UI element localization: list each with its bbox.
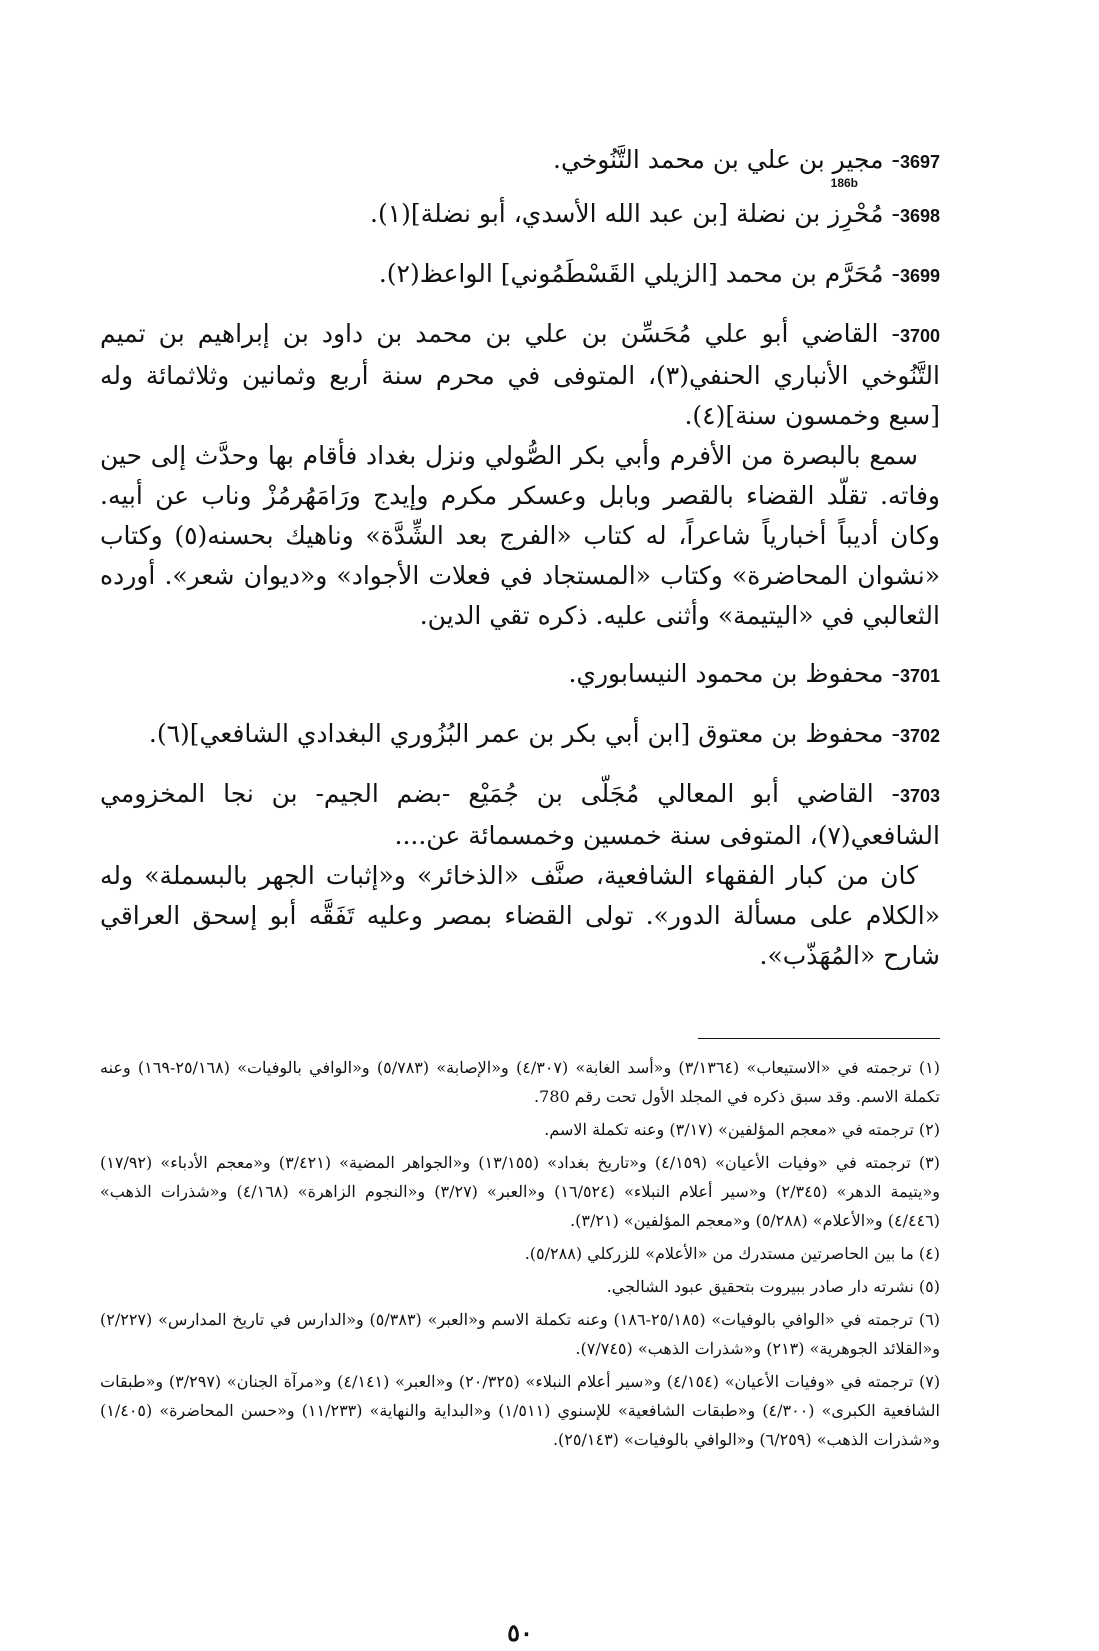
footnote: (٢) ترجمته في «معجم المؤلفين» (٣/١٧) وعنه تكملة الاسم. [544, 1120, 940, 1139]
footnote: (٥) نشرته دار صادر ببيروت بتحقيق عبود الشالجي. [606, 1277, 940, 1296]
entry-text: - مجير بن علي بن محمد التَّنُوخي. [553, 145, 900, 174]
footnote: (٣) ترجمته في «وفيات الأعيان» (٤/١٥٩) و«تاريخ بغداد» (١٣/١٥٥) و«الجواهر المضية» (٣/٤٢١) و«معجم الأدباء» (١٧/٩٢) و«يتيمة الدهر» (٢/٣٤٥) و«سير أعلام النبلاء» (١٦/٥٢٤) و«العبر» (٣/٢٧) و«النجوم الزاهرة» (٤/١٦٨) و«شذرات الذهب» (٤/٤٤٦) و«الأعلام» (٥/٢٨٨) و«معجم المؤلفين» (٣/٢١). [100, 1153, 941, 1230]
entry-number: 3703 [899, 786, 940, 806]
entry-text: - مُحْرِز بن نضلة [بن عبد الله الأسدي، أبو نضلة](١). [370, 199, 900, 228]
footnote: (٦) ترجمته في «الوافي بالوفيات» (٢٥/١٨٥-١٨٦) وعنه تكملة الاسم و«العبر» (٥/٣٨٣) و«الدارس في تاريخ المدارس» (٢/٢٢٧) و«القلائد الجوهرية» (٢١٣) و«شذرات الذهب» (٧/٧٤٥). [100, 1310, 940, 1358]
entry-3699 [100, 254, 940, 296]
entry-3703 [100, 774, 940, 856]
footnote: (٧) ترجمته في «وفيات الأعيان» (٤/١٥٤) و«سير أعلام النبلاء» (٢٠/٣٢٥) و«العبر» (٤/١٤١) و«مرآة الجنان» (٣/٢٩٧) و«طبقات الشافعية الكبرى» (٤/٣٠٠) و«طبقات الشافعية» للإسنوي (١/٥١١) و«البداية والنهاية» (١١/٢٣٣) و«حسن المحاضرة» (١/٤٠٥) و«شذرات الذهب» (٦/٢٥٩) و«الوافي بالوفيات» (٢٥/١٤٣). [100, 1372, 941, 1449]
entry-text: - محفوظ بن معتوق [ابن أبي بكر بن عمر البُزُوري البغدادي الشافعي](٦). [148, 719, 900, 748]
entry-number: 3699 [899, 266, 940, 286]
entry-text: - مُحَرَّم بن محمد [الزيلي القَسْطَمُوني] الواعظ(٢). [378, 259, 900, 288]
entry-text: - محفوظ بن محمود النيسابوري. [568, 659, 900, 688]
entry-number: 3702 [899, 726, 940, 746]
entry-3698 [100, 194, 940, 236]
folio-marker: 186b [830, 176, 858, 190]
footnote: (٤) ما بين الحاصرتين مستدرك من «الأعلام» للزركلي (٥/٢٨٨). [524, 1244, 940, 1263]
footnote: (١) ترجمته في «الاستيعاب» (٣/١٣٦٤) و«أسد الغابة» (٤/٣٠٧) و«الإصابة» (٥/٧٨٣) و«الوافي بالوفيات» (٢٥/١٦٨-١٦٩) وعنه تكملة الاسم. وقد سبق ذكره في المجلد الأول تحت رقم 780. [100, 1058, 940, 1106]
entry-text: - القاضي أبو المعالي مُجَلّى بن جُمَيْع -بضم الجيم- بن نجا المخزومي الشافعي(٧)، المتوفى سنة خمسين وخمسمائة عن.... [100, 779, 940, 850]
entry-3702 [100, 714, 940, 756]
entry-number: 3698 [899, 206, 940, 226]
entry-number: 3701 [899, 666, 940, 686]
footnotes [100, 1053, 940, 1454]
entry-3703-paragraph: كان من كبار الفقهاء الشافعية، صنَّف «الذخائر» و«إثبات الجهر بالبسملة» وله «الكلام على مسألة الدور». تولى القضاء بمصر وعليه تَفَقَّه أبو إسحق العراقي شارح «المُهَذّب». [100, 861, 940, 970]
entry-3701 [100, 654, 940, 696]
entry-number: 3697 [899, 152, 940, 172]
entry-3700 [100, 314, 940, 436]
entry-text: - القاضي أبو علي مُحَسِّن بن علي بن محمد بن داود بن إبراهيم بن تميم التَّنُوخي الأنباري الحنفي(٣)، المتوفى في محرم سنة أربع وثمانين وثلاثمائة وله [سبع وخمسون سنة](٤). [100, 319, 940, 430]
entry-3700-paragraph: سمع بالبصرة من الأفرم وأبي بكر الصُّولي ونزل بغداد فأقام بها وحدَّث إلى حين وفاته. تقلّد القضاء بالقصر وبابل وعسكر مكرم وإيدج ورَامَهُرمُزْ وناب عن أبيه. وكان أديباً أخبارياً شاعراً، له كتاب «الفرج بعد الشِّدَّة» وناهيك بحسنه(٥) وكتاب «نشوان المحاضرة» وكتاب «المستجاد في فعلات الأجواد» و«ديوان شعر». أورده الثعالبي في «اليتيمة» وأثنى عليه. ذكره تقي الدين. [100, 441, 940, 630]
footnote-divider [698, 1038, 940, 1039]
page-body [100, 140, 941, 1647]
page-number: ٥٠ [507, 1618, 533, 1647]
entry-number: 3700 [899, 326, 940, 346]
